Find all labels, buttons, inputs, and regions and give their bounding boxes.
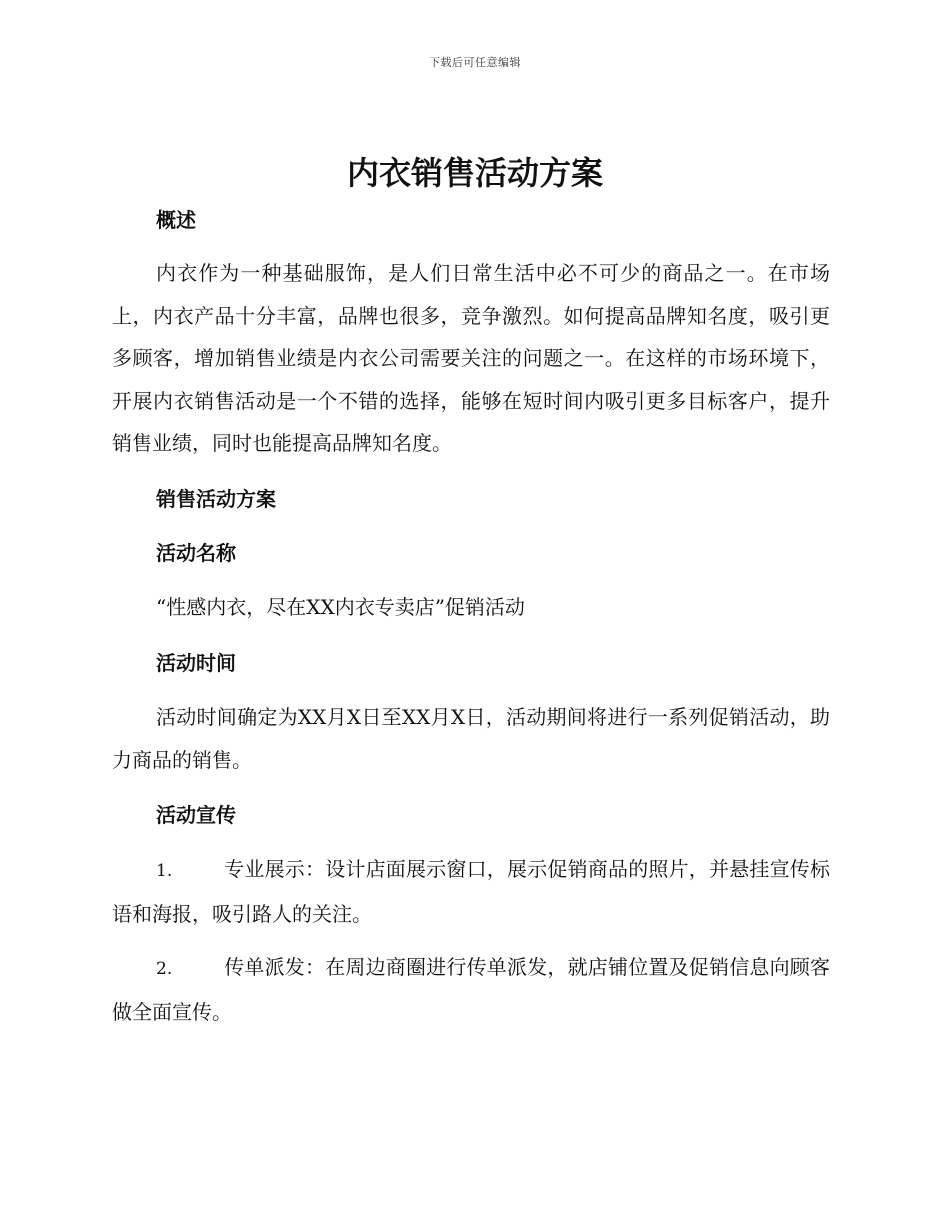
overview-heading: 概述 xyxy=(156,208,196,232)
activity-name-paragraph: “性感内衣，尽在XX内衣专卖店”促销活动 xyxy=(156,595,525,619)
list-item-text: 专业展示：设计店面展示窗口，展示促销商品的照片，并悬挂宣传标语和海报，吸引路人的关注。 xyxy=(112,857,830,926)
list-item-number: 1. xyxy=(156,861,173,881)
page-header-note: 下载后可任意编辑 xyxy=(429,56,521,69)
overview-paragraph: 内衣作为一种基础服饰，是人们日常生活中必不可少的商品之一。在市场上，内衣产品十分丰富，品牌也很多，竞争激烈。如何提高品牌知名度，吸引更多顾客，增加销售业绩是内衣公司需要关注的问题之一。在这样的市场环境下，开展内衣销售活动是一个不错的选择，能够在短时间内吸引更多目标客户，提升销售业绩，同时也能提高品牌知名度。 xyxy=(112,261,830,455)
activity-time-heading: 活动时间 xyxy=(156,651,236,675)
activity-name-heading: 活动名称 xyxy=(156,541,236,565)
promo-list-item xyxy=(112,848,830,935)
activity-time-paragraph: 活动时间确定为XX月X日至XX月X日，活动期间将进行一系列促销活动，助力商品的销售。 xyxy=(112,705,830,772)
plan-heading: 销售活动方案 xyxy=(156,487,276,511)
activity-promo-heading: 活动宣传 xyxy=(156,803,236,827)
list-item-number: 2. xyxy=(156,959,173,979)
promo-list-item xyxy=(112,946,830,1033)
list-item-text: 传单派发：在周边商圈进行传单派发，就店铺位置及促销信息向顾客做全面宣传。 xyxy=(112,955,830,1024)
document-title: 内衣销售活动方案 xyxy=(346,154,603,192)
